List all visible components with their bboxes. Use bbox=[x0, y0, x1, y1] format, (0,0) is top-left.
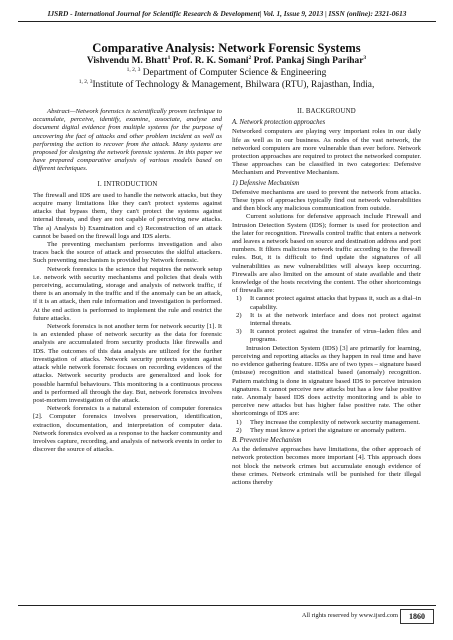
affiliation-text: Institute of Technology & Management, Bhilwara (RTU), Rajasthan, India, bbox=[92, 80, 375, 90]
author-sup: 1 bbox=[167, 54, 171, 61]
footer-divider bbox=[18, 605, 436, 606]
author-name: Prof. R. K. Somani bbox=[172, 56, 249, 66]
affiliation-institute bbox=[0, 80, 453, 90]
paragraph: Current solutions for defensive approach include Firewall and Intrusion Detection System (IDS); former is used for protection and the later for recognition. Firewalls control traffic that enters a network and leaves a network based on source and destination address and port numbers. It filters malicious network traffic according to the firewall rules. But, it is difficult to find update the signatures of all vulnerabilities as new vulnerabilities will always keep occurring. Firewalls are also limited on the amount of state available and their knowledge of the hosts receiving the content. The other shortcomings of firewalls are: bbox=[232, 213, 421, 295]
abstract: Abstract—Network forensics is scientifically proven technique to accumulate, perceive, identify, examine, associate, analyse and document digital evidence from multiple systems for the purpose of uncovering the fact of attacks and other problem incident as well as performing the action to recover from the attack. Many systems are proposed for designing the network forensic systems. In this paper we have prepared comparative analysis of various models based on different techniques. bbox=[33, 108, 222, 173]
paragraph: Network forensics is not another term for network security [1]. It is an extended phase of network security as the data for forensic analysis are accumulated from security products like firewalls and IDS. The outcomes of this data analysis are utilized for the further investigation of attacks. Network security protects system against attack while network forensic focuses on recording evidences of the attacks. Network security products are generalized and look for possible harmful behaviours. This monitoring is a continuous process and is performed all through the day. But, network forensics involves post-mortem investigation of the attack. bbox=[33, 323, 222, 404]
affiliation-sup: 1, 2, 3 bbox=[78, 78, 93, 85]
firewall-shortcomings-list bbox=[232, 295, 421, 344]
list-item-text: It cannot protect against attacks that bypass it, such as a dial–in capability. bbox=[250, 295, 421, 311]
list-item-text: They increase the complexity of network security management. bbox=[250, 418, 421, 426]
subsection-heading: B. Preventive Mechanism bbox=[232, 436, 302, 444]
list-item bbox=[236, 311, 421, 328]
subsection-heading: 1) Defensive Mechanism bbox=[232, 179, 300, 187]
ids-shortcomings-list bbox=[232, 419, 421, 435]
list-item-text: It is at the network interface and does not protect against internal threats. bbox=[250, 311, 421, 328]
paragraph: Networked computers are playing very important roles in our daily life as well as in our business. As nodes of the vast network, the networked computers are more vulnerable than ever before. Network protection approaches are required to protect the networked computer. These approaches can be classified in two categories: Defensive Mechanism and Preventive Mechanism. bbox=[232, 128, 421, 177]
list-number: 3) bbox=[236, 328, 242, 336]
list-item bbox=[236, 328, 421, 344]
affiliation-sup: 1, 2, 3 bbox=[126, 66, 141, 73]
paragraph: Intrusion Detection System (IDS) [3] are primarily for learning, perceiving and reporting attacks as they happen in real time and have no evidence gathering feature. IDSs are of two types – signature based (misuse) recognition and statistical based (anomaly) recognition. Pattern matching is done in signature based IDS to perceive intrusion signatures. It cannot perceive new attacks but has a low false positive rate. Anomaly based IDS does activity monitoring and is able to perceive new attacks but has higher false positive rate. The other shortcomings of IDS are: bbox=[232, 344, 421, 418]
list-number: 2) bbox=[236, 426, 242, 434]
list-item bbox=[236, 418, 421, 427]
left-column bbox=[33, 108, 222, 454]
affiliation-text: Department of Computer Science & Engineering bbox=[142, 68, 327, 78]
list-number: 1) bbox=[236, 295, 242, 303]
list-item-text: It cannot protect against the transfer of virus–laden files and programs. bbox=[250, 328, 421, 344]
list-item bbox=[236, 295, 421, 311]
page-number: 1860 bbox=[400, 609, 434, 624]
right-column bbox=[232, 108, 421, 487]
list-item-text: They must know a priori the signature or anomaly pattern. bbox=[250, 426, 407, 434]
list-number: 2) bbox=[236, 311, 242, 319]
header-divider bbox=[18, 21, 436, 22]
paragraph: The firewall and IDS are used to handle the network attacks, but they acquire many limitations like they can't protect systems against attacks that bypass them, they can't protect the systems against internal threats, and they are not capable of perceiving new attacks. The a) Analysis b) Examination and c) Reconstruction of an attack cannot be based on the firewall logs and IDS alerts. bbox=[33, 191, 222, 240]
footer-rights-text: All rights reserved by www.ijsrd.com bbox=[301, 612, 398, 619]
author-line bbox=[0, 56, 453, 66]
paragraph: Network forensics is a natural extension of computer forensics [2]. Computer forensics involves preservation, identification, extraction, documentation, and interpretation of computer data. Network forensics evolved as a response to the hacker community and involves capture, recording, and analysis of network events in order to discover the source of attacks. bbox=[33, 405, 222, 454]
paragraph: As the defensive approaches have limitations, the other approach of network protection becomes more important [4]. This approach does not block the network crimes but accumulate enough evidence of these crimes. Network criminals will be punished for their illegal actions thereby bbox=[232, 446, 421, 486]
list-item bbox=[236, 426, 421, 435]
paragraph: Network forensics is the science that requires the network setup i.e. network with security mechanisms and policies that deals with perceiving, accumulating, storage and analysis of network traffic, if there is an anomaly in the traffic and if the anomaly can be an attack, if it is an attack, then rule information and investigation is performed. At the end action is performed to implement the rule and restrict the future attacks. bbox=[33, 265, 222, 322]
paragraph: Defensive mechanisms are used to prevent the network from attacks. These types of approaches typically find out network vulnerabilities and then block any malicious communication from outside. bbox=[232, 188, 421, 213]
section-heading-introduction: I. INTRODUCTION bbox=[97, 180, 158, 188]
affiliation-department bbox=[0, 68, 453, 78]
paragraph: The preventing mechanism performs investigation and also traces back the source of attack and prosecutes the skilful attackers. Such preventing mechanism is provided by Network forensic. bbox=[33, 241, 222, 265]
section-heading-background: II. BACKGROUND bbox=[297, 108, 356, 115]
author-sup: 2 bbox=[248, 54, 252, 61]
paper-title: Comparative Analysis: Network Forensic Systems bbox=[92, 41, 361, 55]
list-number: 1) bbox=[236, 418, 242, 426]
subsection-heading: A. Network protection approaches bbox=[232, 119, 326, 127]
author-name: Prof. Pankaj Singh Parihar bbox=[253, 56, 364, 66]
journal-header: IJSRD - International Journal for Scientific Research & Development| Vol. 1, Issue 9, 2013 | ISSN (online): 2321-0613 bbox=[47, 9, 407, 18]
author-sup: 3 bbox=[363, 54, 367, 61]
author-name: Vishvendu M. Bhatt bbox=[86, 56, 168, 66]
